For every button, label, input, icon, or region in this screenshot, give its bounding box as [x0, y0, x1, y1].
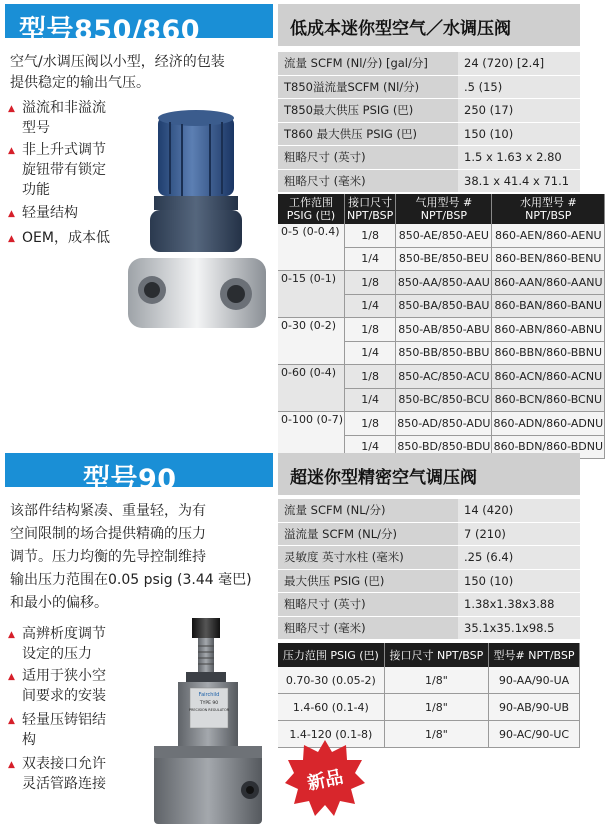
spec-value: 150 (10): [458, 122, 580, 146]
model-850-spec-table: [278, 52, 580, 193]
bullet-line: ▲ 适用于狭小空: [22, 668, 106, 684]
spec-value: 1.5 x 1.63 x 2.80: [458, 146, 580, 170]
label-type: TYPE 90: [199, 701, 219, 706]
table-row: [278, 694, 580, 721]
air-model-cell: 850-BA/850-BAU: [396, 294, 492, 318]
range-cell: 1.4-120 (0.1-8): [278, 721, 384, 748]
col-water-model: 水用型号 # NPT/BSP: [492, 194, 605, 224]
bullet-line: 灵活管路连接: [22, 776, 106, 792]
spec-row: [278, 593, 580, 617]
spec-key: 流量 SCFM (Nl/分) [gal/分]: [278, 52, 458, 75]
model-850-bullet: [8, 140, 106, 200]
table-row: [278, 271, 605, 295]
spec-row: [278, 169, 580, 193]
water-model-cell: 860-ADN/860-ADNU: [492, 412, 605, 436]
new-product-badge: [284, 738, 366, 820]
water-model-cell: 860-BDN/860-BDNU: [492, 435, 605, 459]
bullet-line: 间要求的安装: [22, 688, 106, 704]
desc-line: 空间限制的场合提供精确的压力: [10, 526, 206, 542]
col-air-model: 气用型号 # NPT/BSP: [396, 194, 492, 224]
range-cell: 1.4-60 (0.1-4): [278, 694, 384, 721]
air-model-cell: 850-AC/850-ACU: [396, 365, 492, 389]
col-port: 接口尺寸 NPT/BSP: [384, 643, 488, 667]
port-cell: 1/4: [345, 294, 396, 318]
table-row: [278, 318, 605, 342]
desc-line: 空气/水调压阀以小型，经济的包装: [10, 54, 225, 70]
spec-value: 7 (210): [458, 522, 580, 546]
model-90-table-banner: [278, 453, 580, 495]
water-model-cell: 860-AAN/860-AANU: [492, 271, 605, 295]
model-850-bullet: [8, 98, 106, 138]
spec-key: 最大供压 PSIG (巴): [278, 569, 458, 593]
bullet-line: 功能: [22, 182, 50, 198]
spec-value: 250 (17): [458, 99, 580, 123]
port-cell: 1/4: [345, 435, 396, 459]
model-90-bullet: [8, 624, 106, 664]
model-850-table-banner: [278, 4, 580, 46]
water-model-cell: 860-BBN/860-BBNU: [492, 341, 605, 365]
port-cell: 1/4: [345, 341, 396, 365]
bullet-line: ▲ 溢流和非溢流: [22, 100, 106, 116]
bullet-line: ▲ OEM，成本低: [22, 230, 110, 246]
model-cell: 90-AA/90-UA: [489, 667, 580, 694]
spec-row: [278, 99, 580, 123]
spec-row: [278, 75, 580, 99]
port-cell: 1/4: [345, 247, 396, 271]
air-model-cell: 850-BD/850-BDU: [396, 435, 492, 459]
bullet-line: ▲ 轻量结构: [22, 205, 78, 221]
air-model-cell: 850-BE/850-BEU: [396, 247, 492, 271]
regulator-850-image: [118, 108, 273, 348]
port-cell: 1/8: [345, 365, 396, 389]
table-row: [278, 365, 605, 389]
spec-key: T860 最大供压 PSIG (巴): [278, 122, 458, 146]
label-brand: Fairchild: [198, 692, 220, 698]
model-cell: 90-AB/90-UB: [489, 694, 580, 721]
spec-key: 流量 SCFM (NL/分): [278, 499, 458, 522]
range-cell: 0-5 (0-0.4): [278, 224, 345, 271]
bullet-line: 型号: [22, 120, 50, 136]
spec-row: [278, 146, 580, 170]
desc-line: 提供稳定的输出气压。: [10, 75, 150, 91]
port-cell: 1/8: [345, 224, 396, 247]
water-model-cell: 860-ABN/860-ABNU: [492, 318, 605, 342]
spec-value: 14 (420): [458, 499, 580, 522]
col-port: 接口尺寸 NPT/BSP: [345, 194, 396, 224]
bullet-line: ▲ 轻量压铸铝结: [22, 712, 106, 728]
model-90-bullet: [8, 754, 106, 794]
spec-key: T850最大供压 PSIG (巴): [278, 99, 458, 123]
air-model-cell: 850-BC/850-BCU: [396, 388, 492, 412]
model-850-bullet: [8, 228, 110, 248]
desc-line: 该部件结构紧凑、重量轻，为有: [10, 503, 206, 519]
col-model: 型号# NPT/BSP: [489, 643, 580, 667]
air-model-cell: 850-AB/850-ABU: [396, 318, 492, 342]
model-90-bullet: [8, 666, 106, 706]
spec-value: 35.1x35.1x98.5: [458, 616, 580, 640]
model-850-table-title: 低成本迷你型空气／水调压阀: [290, 19, 511, 39]
air-model-cell: 850-AA/850-AAU: [396, 271, 492, 295]
air-model-cell: 850-BB/850-BBU: [396, 341, 492, 365]
spec-value: 24 (720) [2.4]: [458, 52, 580, 75]
model-90-table-title: 超迷你型精密空气调压阀: [290, 468, 477, 488]
range-cell: 0-60 (0-4): [278, 365, 345, 412]
port-cell: 1/4: [345, 388, 396, 412]
table-row: [278, 667, 580, 694]
desc-line: 调节。压力均衡的先导控制维持: [10, 549, 206, 565]
port-cell: 1/8": [384, 721, 488, 748]
model-90-bullet: [8, 710, 106, 750]
range-cell: 0-30 (0-2): [278, 318, 345, 365]
spec-value: 38.1 x 41.4 x 71.1: [458, 169, 580, 193]
port-cell: 1/8: [345, 318, 396, 342]
range-cell: 0-100 (0-7): [278, 412, 345, 459]
air-model-cell: 850-AD/850-ADU: [396, 412, 492, 436]
bullet-line: ▲ 高辨析度调节: [22, 626, 106, 642]
spec-row: [278, 499, 580, 522]
spec-value: 1.38x1.38x3.88: [458, 593, 580, 617]
spec-value: 150 (10): [458, 569, 580, 593]
air-model-cell: 850-AE/850-AEU: [396, 224, 492, 247]
port-cell: 1/8: [345, 412, 396, 436]
bullet-line: ▲ 双表接口允许: [22, 756, 106, 772]
model-cell: 90-AC/90-UC: [489, 721, 580, 748]
desc-line: 输出压力范围在0.05 psig (3.44 毫巴): [10, 572, 252, 588]
col-range: 压力范围 PSIG (巴): [278, 643, 384, 667]
bullet-line: 旋钮带有锁定: [22, 162, 106, 178]
label-desc: PRECISION REGULATOR: [188, 708, 230, 712]
port-cell: 1/8": [384, 694, 488, 721]
water-model-cell: 860-BCN/860-BCNU: [492, 388, 605, 412]
model-90-spec-table: [278, 499, 580, 640]
spec-key: 溢流量 SCFM (NL/分): [278, 522, 458, 546]
bullet-line: ▲ 非上升式调节: [22, 142, 106, 158]
port-cell: 1/8: [345, 271, 396, 295]
spec-row: [278, 122, 580, 146]
model-850-description: [10, 52, 275, 94]
water-model-cell: 860-BAN/860-BANU: [492, 294, 605, 318]
regulator-90-image: [140, 618, 276, 828]
spec-value: .25 (6.4): [458, 546, 580, 570]
col-range: 工作范围 PSIG (巴): [278, 194, 345, 224]
model-850-parts-table: [278, 194, 605, 459]
table-row: [278, 412, 605, 436]
spec-value: .5 (15): [458, 75, 580, 99]
model-90-parts-table: [278, 643, 580, 748]
water-model-cell: 860-ACN/860-ACNU: [492, 365, 605, 389]
desc-line: 和最小的偏移。: [10, 595, 108, 611]
bullet-line: 设定的压力: [22, 646, 92, 662]
spec-key: T850溢流量SCFM (Nl/分): [278, 75, 458, 99]
bullet-line: 构: [22, 732, 36, 748]
model-850-banner: [5, 4, 273, 46]
spec-row: [278, 569, 580, 593]
model-90-description: [10, 500, 275, 615]
spec-row: [278, 522, 580, 546]
spec-key: 粗略尺寸 (英寸): [278, 146, 458, 170]
model-850-title: 型号850/860: [19, 15, 201, 46]
port-cell: 1/8": [384, 667, 488, 694]
water-model-cell: 860-BEN/860-BENU: [492, 247, 605, 271]
spec-key: 粗略尺寸 (毫米): [278, 169, 458, 193]
spec-row: [278, 546, 580, 570]
water-model-cell: 860-AEN/860-AENU: [492, 224, 605, 247]
spec-key: 灵敏度 英寸水柱 (毫米): [278, 546, 458, 570]
range-cell: 0.70-30 (0.05-2): [278, 667, 384, 694]
model-90-title: 型号90: [83, 464, 177, 495]
range-cell: 0-15 (0-1): [278, 271, 345, 318]
spec-row: [278, 52, 580, 75]
new-badge-label: 新品: [305, 766, 346, 795]
spec-key: 粗略尺寸 (英寸): [278, 593, 458, 617]
model-850-bullet: [8, 203, 78, 223]
table-row: [278, 224, 605, 247]
spec-row: [278, 616, 580, 640]
model-90-banner: [5, 453, 273, 495]
spec-key: 粗略尺寸 (毫米): [278, 616, 458, 640]
